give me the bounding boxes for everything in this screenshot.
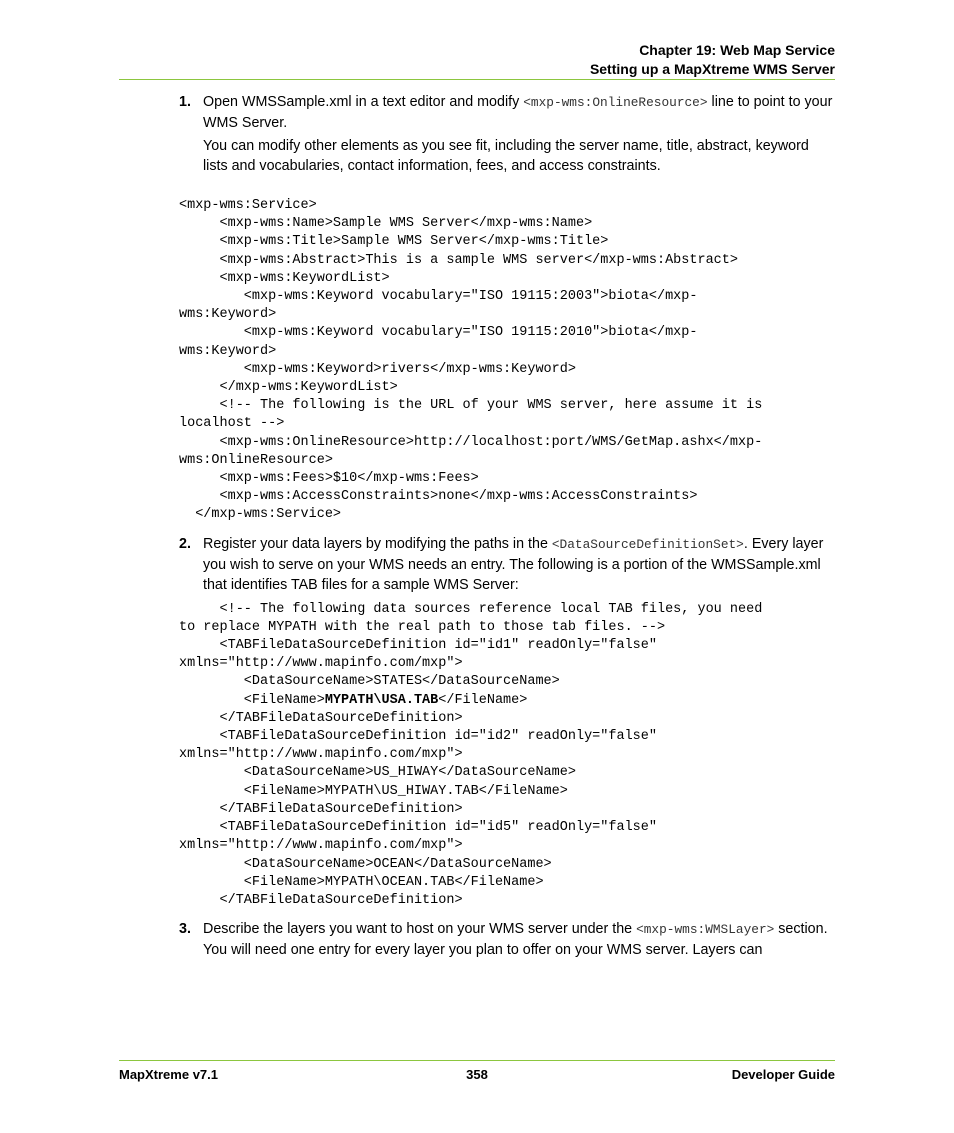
- code-block-datasources: <!-- The following data sources reference local TAB files, you need to replace MYPATH with the real path to those tab files. --> <TABFileDataSourceDefinition id="id1" readOnly="false" xmlns="http://www.mapinfo.com/mxp"> <DataSourceName>STATES</DataSourceName> <FileName>MYPATH\USA.TAB</FileName> </TABFileDataSourceDefinition> <TABFileDataSourceDefinition id="id2" readOnly="false" xmlns="http://www.mapinfo.com/mxp"> <DataSourceName>US_HIWAY</DataSourceName> <FileName>MYPATH\US_HIWAY.TAB</FileName> </TABFileDataSourceDefinition> <TABFileDataSourceDefinition id="id5" readOnly="false" xmlns="http://www.mapinfo.com/mxp"> <DataSourceName>OCEAN</DataSourceName> <FileName>MYPATH\OCEAN.TAB</FileName> </TABFileDataSourceDefinition>: [179, 601, 763, 908]
- step-3: [179, 919, 834, 960]
- step-note: You can modify other elements as you see fit, including the server name, title, abstract, keyword lists and vocabularies, contact information, fees, and access constraints.: [203, 138, 809, 174]
- step-number: 3.: [179, 921, 191, 938]
- chapter-title: Chapter 19: Web Map Service: [639, 42, 835, 58]
- step-2: [179, 534, 834, 595]
- footer-product: MapXtreme v7.1: [119, 1067, 218, 1082]
- code-block-service: <mxp-wms:Service> <mxp-wms:Name>Sample WMS Server</mxp-wms:Name> <mxp-wms:Title>Sample WMS Server</mxp-wms:Title> <mxp-wms:Abstract>This is a sample WMS server</mxp-wms:Abstract> <mxp-wms:KeywordList> <mxp-wms:Keyword vocabulary="ISO 19115:2003">biota</mxp- wms:Keyword> <mxp-wms:Keyword vocabulary="ISO 19115:2010">biota</mxp- wms:Keyword> <mxp-wms:Keyword>rivers</mxp-wms:Keyword> </mxp-wms:KeywordList> <!-- The following is the URL of your WMS server, here assume it is localhost --> <mxp-wms:OnlineResource>http://localhost:port/WMS/GetMap.ashx</mxp- wms:OnlineResource> <mxp-wms:Fees>$10</mxp-wms:Fees> <mxp-wms:AccessConstraints>none</mxp-wms:AccessConstraints> </mxp-wms:Service>: [179, 198, 763, 523]
- step-number: 1.: [179, 94, 191, 110]
- bold-filename: MYPATH\USA.TAB: [324, 692, 439, 708]
- footer-guide: Developer Guide: [731, 1067, 835, 1082]
- footer-rule: [119, 1060, 835, 1061]
- step-number: 2.: [179, 535, 191, 552]
- step-text: Register your data layers by modifying the paths in the <DataSourceDefinitionSet>. Every layer you wish to serve on your WMS needs an entry. The following is a portion of the WMSSample.xml that identifies TAB files for a sample WMS Server:: [203, 535, 824, 593]
- section-title: Setting up a MapXtreme WMS Server: [589, 61, 835, 77]
- header-rule: [119, 79, 835, 80]
- step-1: [179, 92, 834, 176]
- step-text: Open WMSSample.xml in a text editor and modify <mxp-wms:OnlineResource> line to point to your WMS Server.: [203, 94, 833, 131]
- inline-code: <mxp-wms:OnlineResource>: [523, 95, 708, 110]
- inline-code: <DataSourceDefinitionSet>: [551, 536, 744, 552]
- inline-code: <mxp-wms:WMSLayer>: [636, 922, 775, 938]
- page-footer: [119, 1067, 835, 1085]
- page-content: [179, 92, 834, 960]
- code-lines: <!-- The following data sources reference local TAB files, you need to replace MYPATH with the real path to those tab files. --> <TABFileDataSourceDefinition id="id1" readOnly="false" xmlns="http://www.mapinfo.com/mxp"> <DataSourceName>STATES</DataSourceName>: [179, 601, 763, 690]
- page-number: 358: [466, 1067, 488, 1082]
- step-text: Describe the layers you want to host on your WMS server under the <mxp-wms:WMSLayer> section. You will need one entry for every layer you plan to offer on your WMS server. Layers can: [203, 921, 828, 959]
- code-lines: </TABFileDataSourceDefinition> <TABFileDataSourceDefinition id="id2" readOnly="false" xmlns="http://www.mapinfo.com/mxp"> <DataSourceName>US_HIWAY</DataSourceName> <FileName>MYPATH\US_HIWAY.TAB</FileName> </TABFileDataSourceDefinition> <TABFileDataSourceDefinition id="id5" readOnly="false" xmlns="http://www.mapinfo.com/mxp"> <DataSourceName>OCEAN</DataSourceName> <FileName>MYPATH\OCEAN.TAB</FileName> </TABFileDataSourceDefinition>: [179, 710, 657, 908]
- page-header: [590, 41, 835, 79]
